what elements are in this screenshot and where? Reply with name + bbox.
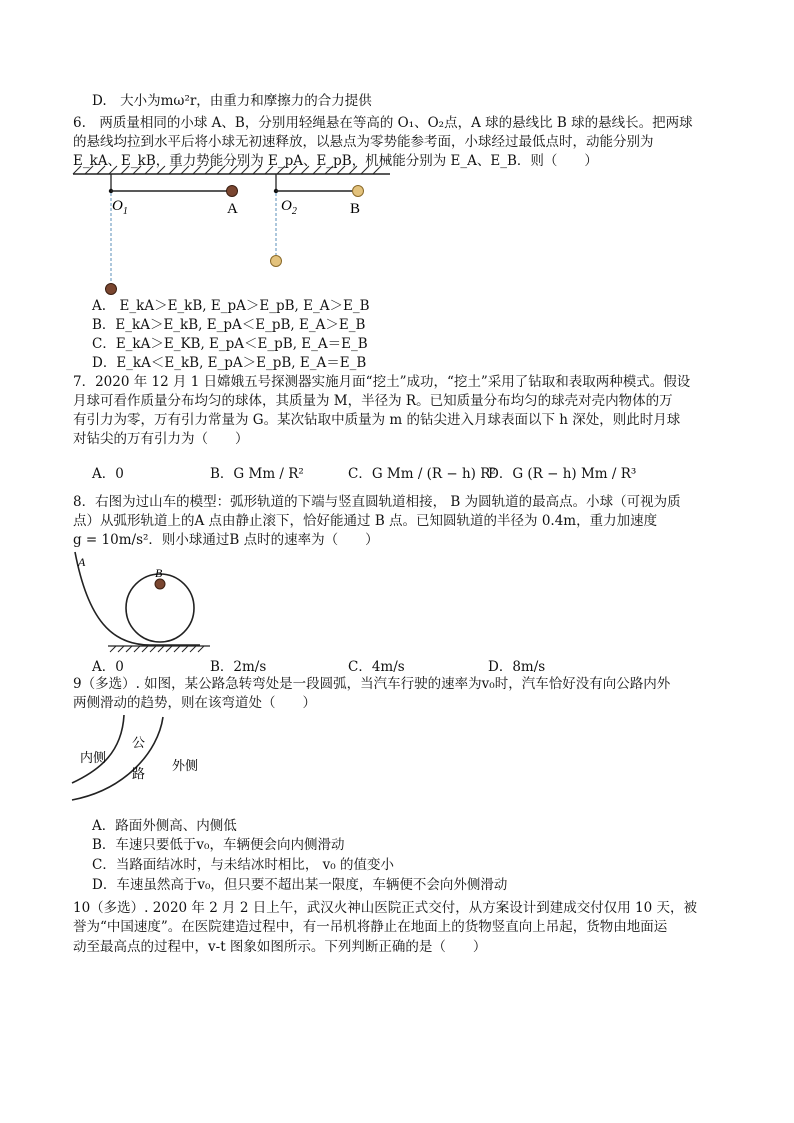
label-inner: 内侧 (80, 751, 107, 766)
q6-stem-line3: E_kA、E_kB，重力势能分别为 E_pA、E_pB，机械能分别为 E_A、E_B．则（ ） (73, 153, 598, 169)
q6-stem-line1: 6. 两质量相同的小球 A、B，分别用轻绳悬在等高的 O₁、O₂点，A 球的悬线比 B 球的悬线长。把两球 (73, 115, 693, 131)
q8-option-d: D．8m/s (488, 659, 546, 675)
q7-stem-line4: 对钻尖的万有引力为（ ） (73, 431, 249, 447)
q9-option-c: C．当路面结冰时，与未结冰时相比， v₀ 的值变小 (92, 857, 394, 873)
q8-stem-line2: 点）从弧形轨道上的A 点由静止滚下，恰好能通过 B 点。已知圆轨道的半径为 0.4m，重力加速度 (73, 513, 658, 529)
label-b: B (155, 566, 163, 580)
q9-stem-line1: 9（多选）. 如图，某公路急转弯处是一段圆弧，当汽车行驶的速率为v₀时，汽车恰好没有向公路内外 (73, 676, 671, 692)
q8-option-a: A．0 (92, 659, 124, 675)
q10-stem-line1: 10（多选）. 2020 年 2 月 2 日上午，武汉火神山医院正式交付，从方案设计到建成交付仅用 10 天，被 (73, 900, 698, 916)
ground-hatching (110, 646, 204, 652)
label-a: A (78, 555, 86, 569)
label-o2: $O_2$ (281, 198, 297, 217)
label-road-2: 路 (132, 767, 146, 782)
ball-a (227, 186, 238, 197)
q7-stem-line1: 7．2020 年 12 月 1 日嫦娥五号探测器实施月面“挖土”成功，“挖土”采用了钻取和表取两种模式。假设 (73, 374, 691, 390)
q6-stem-line2: 的悬线均拉到水平后将小球无初速释放，以悬点为零势能参考面，小球经过最低点时，动能分别为 (73, 134, 654, 150)
label-o1: $O_1$ (112, 198, 128, 217)
label-road-1: 公 (132, 736, 146, 751)
q7-option-a: A．0 (92, 466, 124, 482)
q9-option-a: A．路面外侧高、内侧低 (92, 818, 237, 834)
q6-option-b: B．E_kA＞E_kB, E_pA＜E_pB, E_A＞E_B (92, 317, 366, 333)
q9-option-b: B．车速只要低于v₀，车辆便会向内侧滑动 (92, 837, 345, 853)
q7-option-d: D．G (R − h) Mm / R³ (488, 466, 637, 482)
ball-b (353, 186, 364, 197)
q8-stem-line1: 8．右图为过山车的模型：弧形轨道的下端与竖直圆轨道相接， B 为圆轨道的最高点。小球（可视为质 (73, 494, 681, 510)
q6-option-c: C．E_kA＞E_KB, E_pA＜E_pB, E_A＝E_B (92, 336, 368, 352)
q7-option-b: B．G Mm / R² (210, 466, 304, 482)
q7-stem-line3: 有引力为零，万有引力常量为 G。某次钻取中质量为 m 的钻尖进入月球表面以下 h 深处，则此时月球 (73, 412, 681, 428)
q10-stem-line3: 动至最高点的过程中，v-t 图象如图所示。下列判断正确的是（ ） (73, 939, 487, 955)
ball-a-lowest (106, 284, 117, 295)
q10-stem-line2: 誉为“中国速度”。在医院建造过程中，有一吊机将静止在地面上的货物竖直向上吊起，货物由地面运 (73, 919, 668, 935)
q8-option-c: C．4m/s (348, 659, 405, 675)
q7-option-c: C．G Mm / (R − h) R² (348, 466, 496, 482)
q5-option-d: D. 大小为mω²r，由重力和摩擦力的合力提供 (92, 93, 372, 109)
q8-loop-figure (75, 552, 210, 652)
ball-b-top (155, 579, 165, 589)
ball-b-lowest (271, 256, 282, 267)
q9-stem-line2: 两侧滑动的趋势，则在该弯道处（ ） (73, 695, 316, 711)
arc-track (75, 552, 200, 645)
q8-stem-line3: g = 10m/s²．则小球通过B 点时的速率为（ ） (73, 532, 379, 548)
label-a: A (227, 201, 238, 217)
q9-road-figure (72, 715, 198, 800)
ceiling-hatching (73, 166, 381, 174)
q6-pendulum-figure (73, 166, 390, 295)
q6-option-a: A. E_kA＞E_kB, E_pA＞E_pB, E_A＞E_B (92, 298, 370, 314)
q8-option-b: B．2m/s (210, 659, 267, 675)
label-b: B (350, 201, 361, 217)
q9-option-d: D．车速虽然高于v₀，但只要不超出某一限度，车辆便不会向外侧滑动 (92, 877, 508, 893)
label-outer: 外侧 (172, 759, 199, 774)
inner-edge (72, 715, 124, 783)
q7-stem-line2: 月球可看作质量分布均匀的球体，其质量为 M，半径为 R。已知质量分布均匀的球壳对壳内物体的万 (73, 393, 673, 409)
q6-option-d: D．E_kA＜E_kB, E_pA＞E_pB, E_A＝E_B (92, 355, 367, 371)
